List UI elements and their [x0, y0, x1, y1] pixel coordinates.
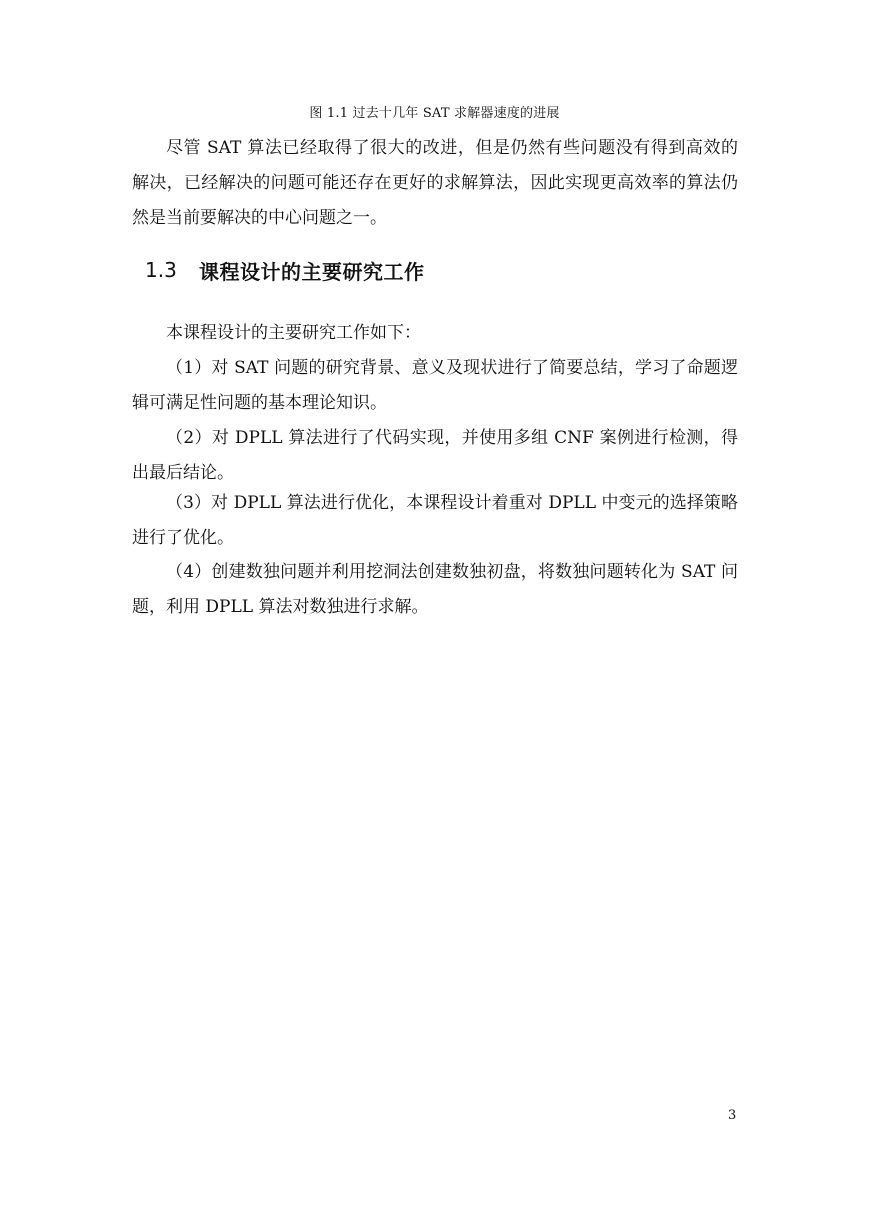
section-intro: 本课程设计的主要研究工作如下： — [166, 323, 421, 343]
list-item-1: （1）对 SAT 问题的研究背景、意义及现状进行了简要总结，学习了命题逻辑可满足性问题的基本理论知识。 — [132, 358, 738, 413]
section-title: 课程设计的主要研究工作 — [199, 259, 425, 284]
list-item-4: （4）创建数独问题并利用挖洞法创建数独初盘，将数独问题转化为 SAT 问题，利用 DPLL 算法对数独进行求解。 — [132, 562, 738, 617]
section-heading — [145, 255, 425, 285]
page-number: 3 — [728, 1108, 737, 1123]
section-number: 1.3 — [145, 258, 177, 282]
figure-caption: 图 1.1 过去十几年 SAT 求解器速度的进展 — [309, 106, 560, 121]
intro-paragraph: 尽管 SAT 算法已经取得了很大的改进，但是仍然有些问题没有得到高效的解决，已经解决的问题可能还存在更好的求解算法，因此实现更高效率的算法仍然是当前要解决的中心问题之一。 — [132, 138, 738, 228]
list-item-3: （3）对 DPLL 算法进行优化，本课程设计着重对 DPLL 中变元的选择策略进行了优化。 — [132, 493, 738, 548]
list-item-2: （2）对 DPLL 算法进行了代码实现，并使用多组 CNF 案例进行检测，得出最后结论。 — [132, 428, 738, 483]
